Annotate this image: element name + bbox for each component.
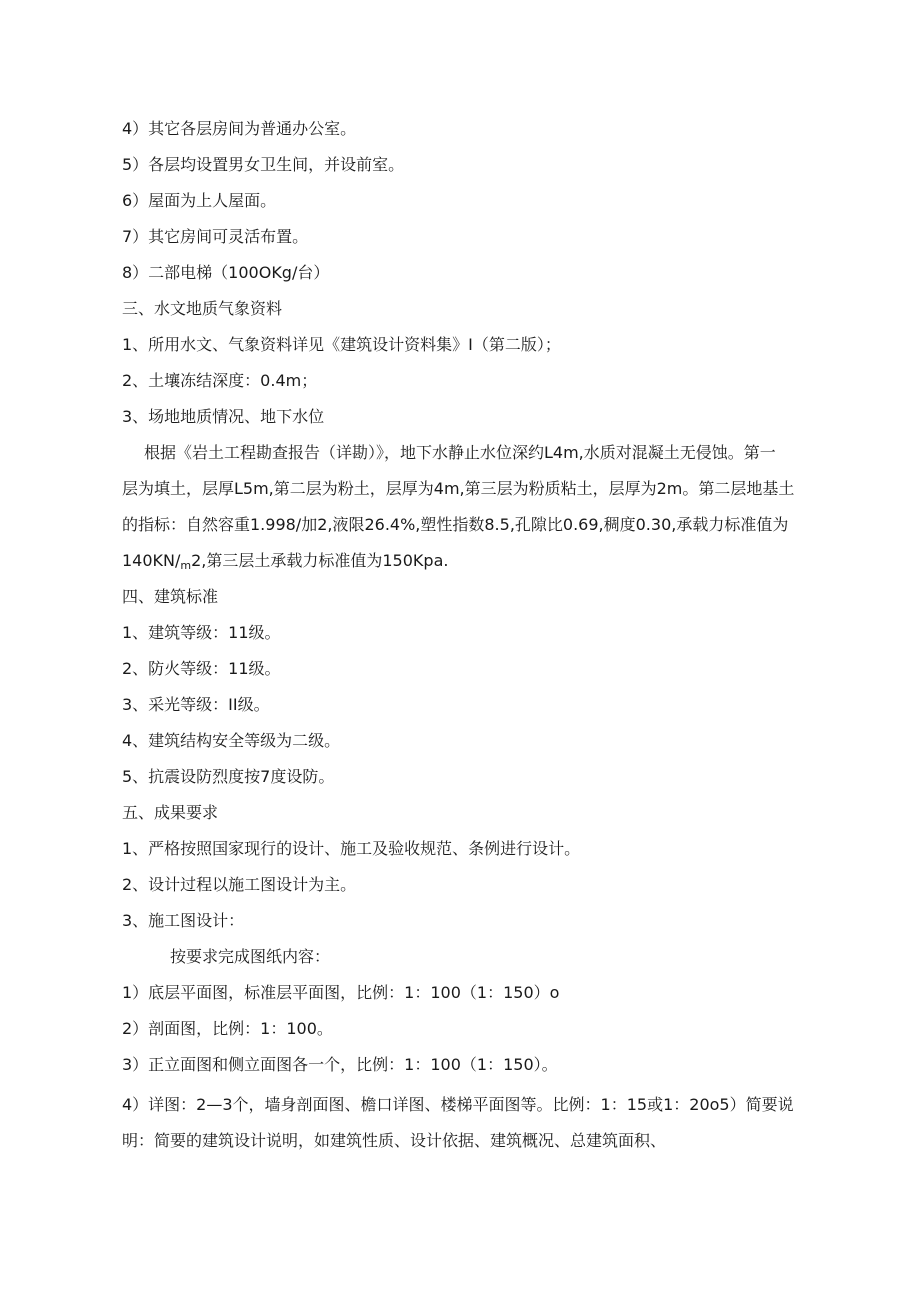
- list-item: 2、防火等级：11级。: [122, 659, 281, 678]
- drawing-intro: 按要求完成图纸内容：: [170, 947, 331, 966]
- list-item: 2）剖面图，比例：1：100。: [122, 1019, 333, 1038]
- list-item: 3、施工图设计：: [122, 911, 245, 930]
- paragraph-line: [122, 543, 828, 584]
- list-item: 1、建筑等级：11级。: [122, 623, 281, 642]
- list-item: 1、严格按照国家现行的设计、施工及验收规范、条例进行设计。: [122, 839, 581, 858]
- list-item: 2、土壤冻结深度：0.4m；: [122, 371, 318, 390]
- list-item: 8）二部电梯（100OKg/台）: [122, 263, 330, 282]
- list-item: 6）屋面为上人屋面。: [122, 191, 277, 210]
- paragraph-line: 4）详图：2—3个，墙身剖面图、檐口详图、楼梯平面图等。比例：1：15或1：20o5）简要说: [122, 1095, 794, 1114]
- paragraph-line: 根据《岩土工程勘查报告（详勘）》，地下水静止水位深约L4m,水质对混凝土无侵蚀。第一: [144, 443, 776, 462]
- paragraph-line: 层为填土，层厚L5m,第二层为粉土，层厚为4m,第三层为粉质粘土，层厚为2m。第二层地基土: [122, 479, 795, 498]
- list-item: 1、所用水文、气象资料详见《建筑设计资料集》I（第二版）；: [122, 335, 561, 354]
- geology-paragraph: [122, 435, 828, 584]
- section-heading: 五、成果要求: [122, 803, 219, 822]
- list-item: 3、场地地质情况、地下水位: [122, 407, 325, 426]
- paragraph-text: 140KN/: [122, 551, 181, 570]
- list-item: 3）正立面图和侧立面图各一个，比例：1：100（1：150）。: [122, 1055, 558, 1074]
- unit-subscript: m: [180, 559, 192, 572]
- paragraph-text: 2,第三层土承载力标准值为150Kpa.: [191, 551, 449, 570]
- section-heading: 四、建筑标准: [122, 587, 219, 606]
- list-item: 4）其它各层房间为普通办公室。: [122, 119, 357, 138]
- section-heading: 三、水文地质气象资料: [122, 299, 283, 318]
- list-item: 5）各层均设置男女卫生间，并设前室。: [122, 155, 405, 174]
- list-item: 3、采光等级：II级。: [122, 695, 270, 714]
- list-item: 5、抗震设防烈度按7度设防。: [122, 767, 335, 786]
- list-item: 4、建筑结构安全等级为二级。: [122, 731, 341, 750]
- detail-paragraph: [122, 1087, 828, 1159]
- list-item: 1）底层平面图，标准层平面图，比例：1：100（1：150）o: [122, 983, 560, 1002]
- list-item: 7）其它房间可灵活布置。: [122, 227, 309, 246]
- paragraph-line: 明：简要的建筑设计说明，如建筑性质、设计依据、建筑概况、总建筑面积、: [122, 1131, 667, 1150]
- list-item: 2、设计过程以施工图设计为主。: [122, 875, 357, 894]
- paragraph-line: 的指标：自然容重1.998/加2,液限26.4%,塑性指数8.5,孔隙比0.69,稠度0.30,承载力标准值为: [122, 515, 789, 534]
